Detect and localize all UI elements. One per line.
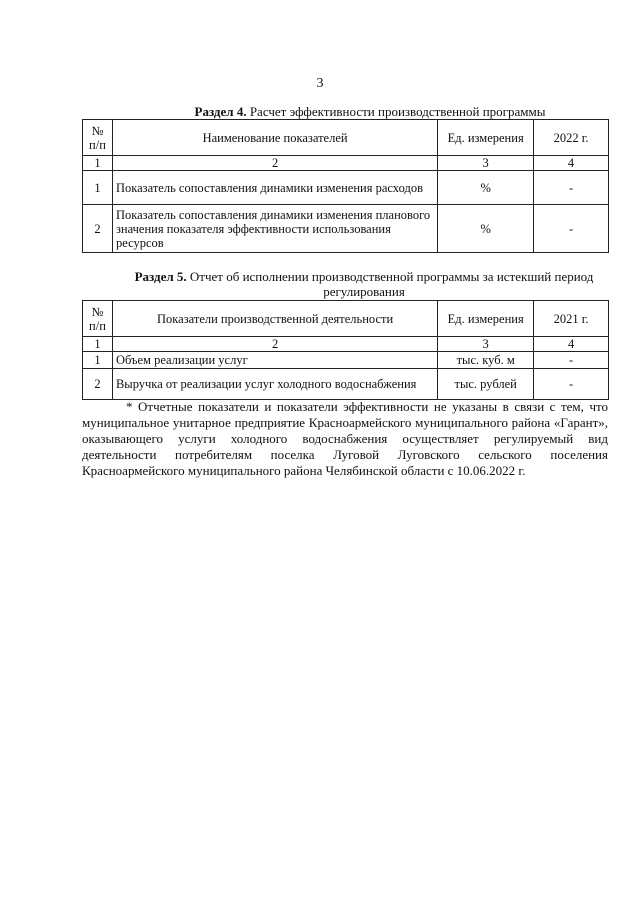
index-cell: 4 [534, 156, 609, 171]
table-row [83, 352, 609, 369]
row-num: 1 [83, 352, 113, 369]
row-num: 2 [83, 369, 113, 400]
row-value: - [534, 171, 609, 205]
header-unit: Ед. измерения [438, 301, 534, 337]
index-cell: 2 [112, 337, 437, 352]
row-unit: тыс. куб. м [438, 352, 534, 369]
row-unit: % [438, 205, 534, 253]
index-cell: 3 [438, 156, 534, 171]
table-header-row [83, 301, 609, 337]
section4-title [180, 104, 560, 119]
table-index-row [83, 156, 609, 171]
section4-table [82, 119, 609, 253]
footnote: * Отчетные показатели и показатели эффективности не указаны в связи с тем, что муниципальное унитарное предприятие Красноармейского муниципального района «Гарант», оказывающего услуги холодного водоснабжения осуществляет регулируемый вид деятельности потребителям поселка Луговой Луговского сельского поселения Красноармейского муниципального района Челябинской области с 10.06.2022 г. [82, 399, 608, 478]
row-value: - [534, 205, 609, 253]
row-name: Объем реализации услуг [112, 352, 437, 369]
header-year: 2022 г. [534, 120, 609, 156]
row-value: - [534, 369, 609, 400]
index-cell: 1 [83, 156, 113, 171]
page-number: 3 [316, 76, 324, 91]
table-header-row [83, 120, 609, 156]
table-row [83, 205, 609, 253]
table-row [83, 369, 609, 400]
table-index-row [83, 337, 609, 352]
section5-title [118, 269, 610, 299]
index-cell: 2 [112, 156, 437, 171]
index-cell: 1 [83, 337, 113, 352]
row-name: Показатель сопоставления динамики изменения расходов [112, 171, 437, 205]
header-num: № п/п [83, 301, 113, 337]
table-row [83, 171, 609, 205]
row-name: Выручка от реализации услуг холодного водоснабжения [112, 369, 437, 400]
section5-title-bold: Раздел 5. [134, 269, 187, 284]
header-name: Показатели производственной деятельности [112, 301, 437, 337]
row-num: 2 [83, 205, 113, 253]
row-value: - [534, 352, 609, 369]
header-unit: Ед. измерения [438, 120, 534, 156]
section4-title-text: Расчет эффективности производственной программы [249, 104, 546, 119]
row-unit: тыс. рублей [438, 369, 534, 400]
index-cell: 4 [534, 337, 609, 352]
header-num: № п/п [83, 120, 113, 156]
section5-title-text: Отчет об исполнении производственной программы за истекший период регулирования [189, 269, 594, 299]
row-name: Показатель сопоставления динамики изменения планового значения показателя эффективности использования ресурсов [112, 205, 437, 253]
row-unit: % [438, 171, 534, 205]
section4-title-bold: Раздел 4. [194, 104, 247, 119]
header-name: Наименование показателей [112, 120, 437, 156]
section5-table [82, 300, 609, 400]
header-year: 2021 г. [534, 301, 609, 337]
index-cell: 3 [438, 337, 534, 352]
row-num: 1 [83, 171, 113, 205]
